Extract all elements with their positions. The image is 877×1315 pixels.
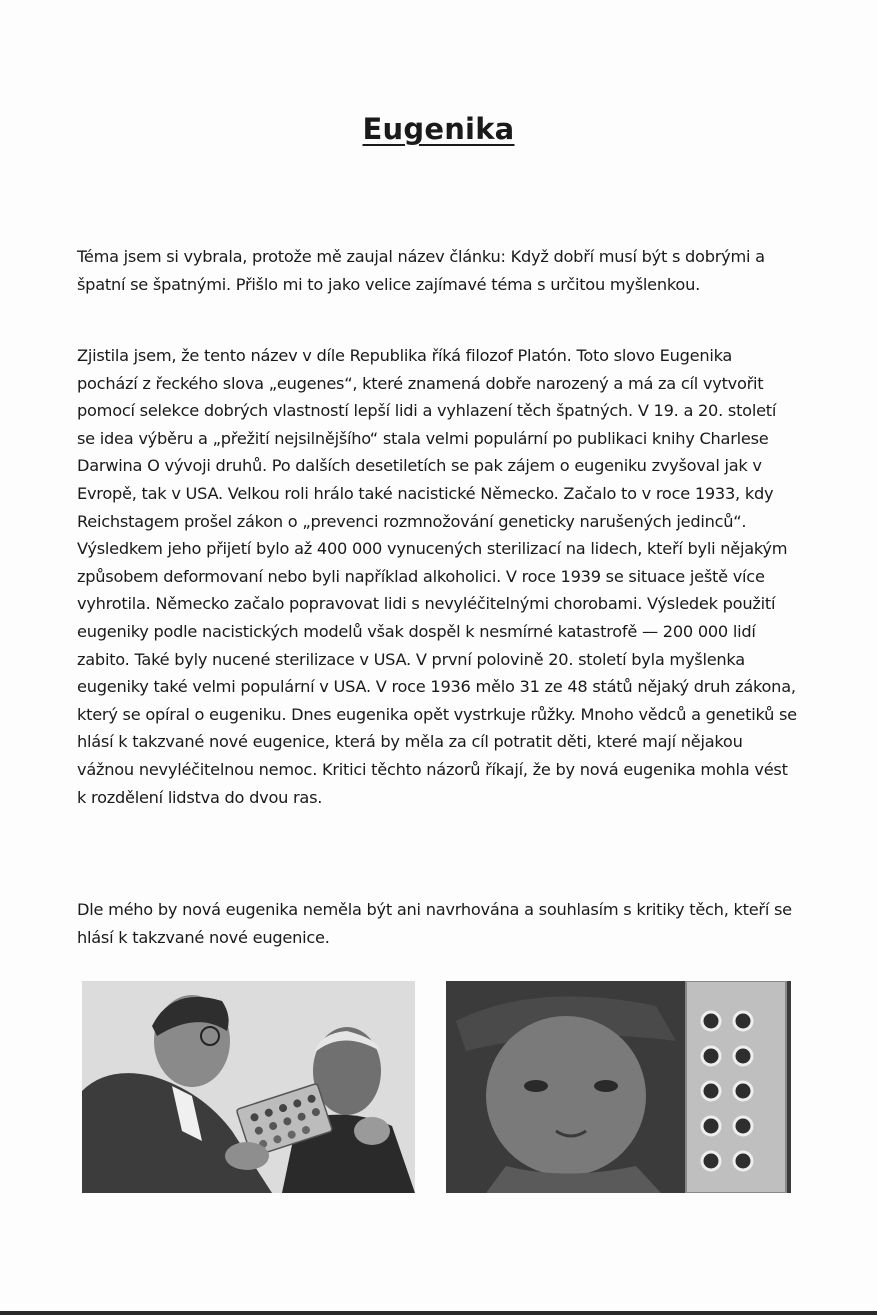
photo-boy-eye-chart: [446, 981, 791, 1193]
paragraph-body: Zjistila jsem, že tento název v díle Republika říká filozof Platón. Toto slovo Eugenika pochází z řeckého slova „eugenes“, které znamená dobře narozený a má za cíl vytvořit pomocí selekce dobrých vlastností lepší lidi a vyhlazení těch špatných. V 19. a 20. století se idea výběru a „přežití nejsilnějšího“ stala velmi populární po publikaci knihy Charlese Darwina O vývoji druhů. Po dalších desetiletích se pak zájem o eugeniku zvyšoval jak v Evropě, tak v USA. Velkou roli hrálo také nacistické Německo. Začalo to v roce 1933, kdy Reichstagem prošel zákon o „prevenci rozmnožování geneticky narušených jedinců“. Výsledkem jeho přijetí bylo až 400 000 vynucených sterilizací na lidech, kteří byli nějakým způsobem deformovaní nebo byli například alkoholici. V roce 1939 se situace ještě více vyhrotila. Německo začalo popravovat lidi s nevyléčitelnými chorobami. Výsledek použití eugeniky podle nacistických modelů však dospěl k nesmírné katastrofě — 200 000 lidí zabito. Také byly nucené sterilizace v USA. V první polovině 20. století byla myšlenka eugeniky také velmi populární v USA. V roce 1936 mělo 31 ze 48 států nějaký druh zákona, který se opíral o eugeniku. Dnes eugenika opět vystrkuje růžky. Mnoho vědců a genetiků se hlásí k takzvané nové eugenice, která by měla za cíl potratit děti, které mají nějakou vážnou nevyléčitelnou nemoc. Kritici těchto názorů říkají, že by nová eugenika mohla vést k rozdělení lidstva do dvou ras.: [77, 346, 797, 807]
scan-edge-line: [0, 1311, 877, 1315]
document-title: Eugenika: [362, 112, 515, 146]
photo-eye-color-examination-drawing: [82, 981, 415, 1193]
photo-eye-color-examination: [82, 981, 415, 1193]
photo-boy-eye-chart-drawing: [446, 981, 791, 1193]
paragraph-intro: Téma jsem si vybrala, protože mě zaujal název článku: Když dobří musí být s dobrými a špatní se špatnými. Přišlo mi to jako velice zajímavé téma s určitou myšlenkou.: [77, 247, 765, 294]
paragraph-conclusion: Dle mého by nová eugenika neměla být ani navrhována a souhlasím s kritiky těch, kteří se hlásí k takzvané nové eugenice.: [77, 900, 792, 947]
